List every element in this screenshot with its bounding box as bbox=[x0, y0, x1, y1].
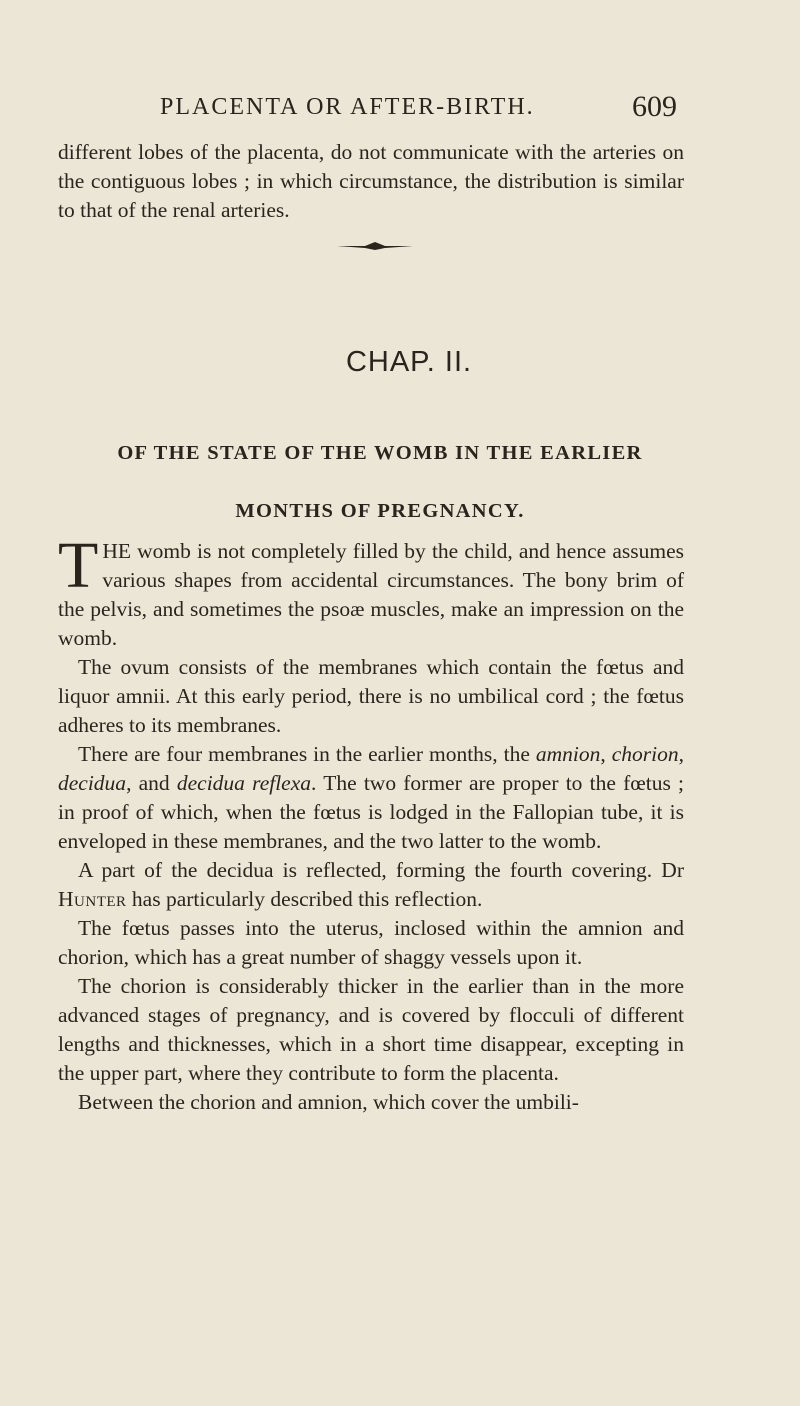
term-decidua: decidua bbox=[58, 771, 127, 795]
continued-text: different lobes of the placenta, do not communicate with the arteries on the contiguous lobes ; in which circumstance, the distribution is similar to that of the renal arteries. bbox=[58, 140, 684, 222]
paragraph-3 bbox=[58, 740, 684, 856]
paragraph-5: The fœtus passes into the uterus, inclosed within the amnion and chorion, which has a great number of shaggy vessels upon it. bbox=[58, 916, 684, 969]
term-chorion: chorion bbox=[611, 742, 679, 766]
drop-cap: T bbox=[58, 529, 99, 602]
term-decidua-reflexa: decidua reflexa bbox=[176, 771, 312, 795]
paragraph-3-text: , and bbox=[126, 771, 177, 795]
paragraph-3-text: . The two former are proper to the fœtus ; in proof of which, when the fœtus is lodged in the Fallopian tube, it is enveloped in these membranes, and the two latter to the womb. bbox=[58, 771, 685, 853]
paragraph-4-text: has particularly described this reflection. bbox=[126, 887, 483, 911]
paragraph-1-text: HE womb is not completely filled by the child, and hence assumes various shapes from accidental circumstances. The bony brim of the pelvis, and sometimes the psoæ muscles, make an impression on the womb. bbox=[58, 539, 684, 650]
paragraph-3-text: , bbox=[600, 742, 612, 766]
page-number: 609 bbox=[632, 90, 677, 123]
chapter-title: OF THE STATE OF THE WOMB IN THE EARLIER MONTHS OF PREGNANCY. bbox=[117, 442, 643, 522]
continued-paragraph bbox=[58, 138, 684, 225]
running-title: PLACENTA OR AFTER-BIRTH. bbox=[160, 94, 535, 120]
running-head bbox=[0, 90, 800, 130]
paragraph-2: The ovum consists of the membranes which contain the fœtus and liquor amnii. At this early period, there is no umbilical cord ; the fœtus adheres to its membranes. bbox=[58, 655, 684, 737]
paragraph-3-text: , bbox=[678, 742, 685, 766]
ornamental-divider bbox=[335, 240, 415, 252]
paragraph-4 bbox=[58, 856, 684, 914]
name-hunter: Hunter bbox=[58, 887, 127, 911]
chapter-body bbox=[58, 529, 685, 1117]
paragraph-6: The chorion is considerably thicker in the earlier than in the more advanced stages of pregnancy, and is covered by flocculi of different lengths and thicknesses, which in a short time disappear, excepting in the upper part, where they contribute to form the placenta. bbox=[58, 974, 684, 1085]
paragraph-7: Between the chorion and amnion, which cover the umbili- bbox=[78, 1090, 579, 1114]
paragraph-4-text: A part of the decidua is reflected, forming the fourth covering. Dr bbox=[78, 858, 684, 882]
term-amnion: amnion bbox=[535, 742, 601, 766]
paragraph-3-text: There are four membranes in the earlier months, the bbox=[78, 742, 536, 766]
paragraph-1 bbox=[58, 529, 684, 653]
chapter-number: CHAP. II. bbox=[345, 346, 473, 378]
